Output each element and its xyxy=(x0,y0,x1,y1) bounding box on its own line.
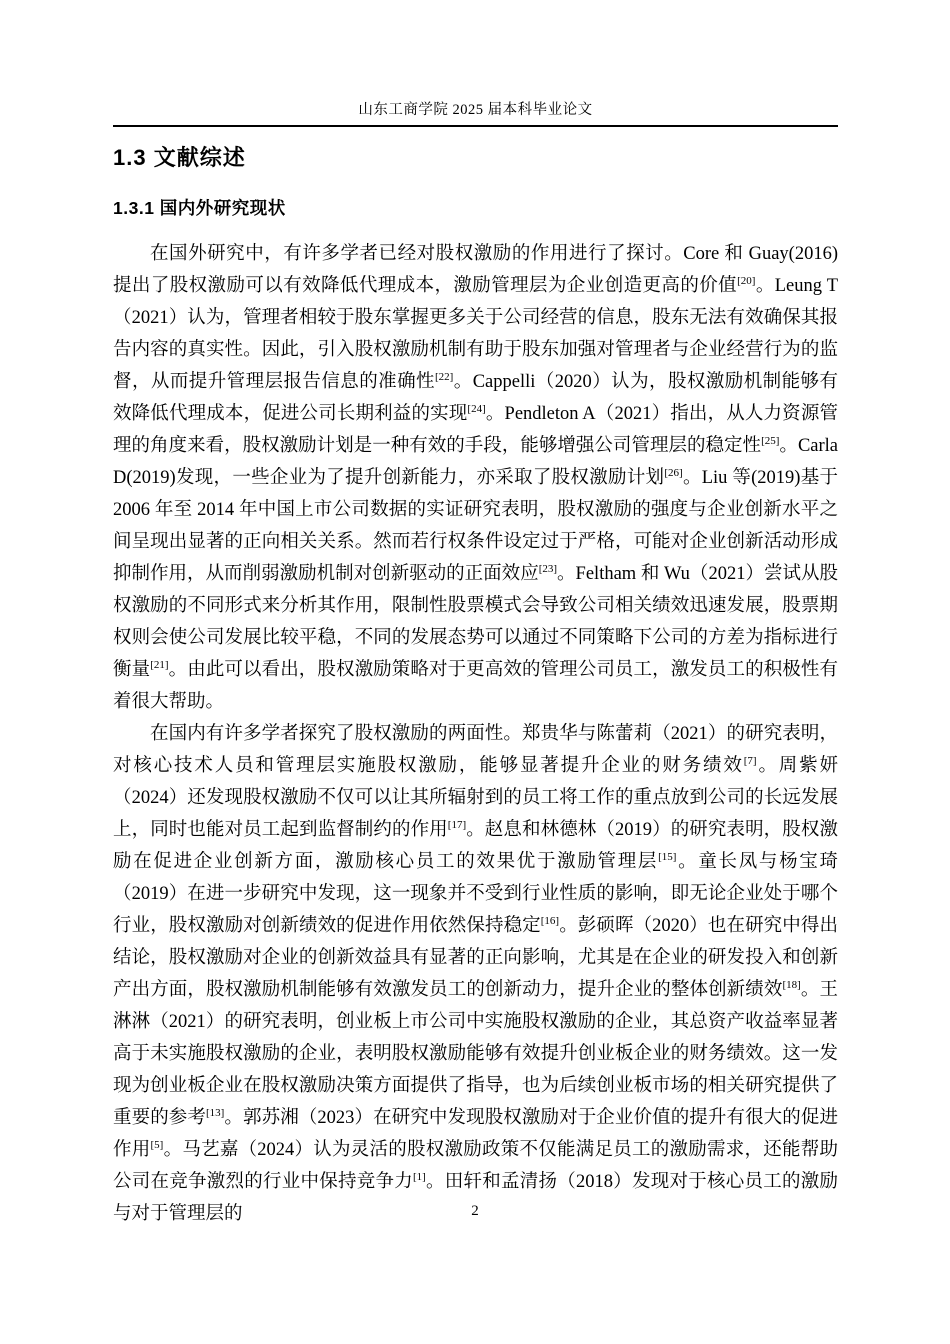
citation-reference: [20] xyxy=(737,274,756,287)
page-header xyxy=(113,100,838,127)
citation-reference: [17] xyxy=(447,818,467,831)
page-footer xyxy=(0,1203,950,1220)
citation-reference: [13] xyxy=(206,1106,225,1119)
paragraph-domestic-research: 在国内有许多学者探究了股权激励的两面性。郑贵华与陈蕾莉（2021）的研究表明，对核心技术人员和管理层实施股权激励，能够显著提升企业的财务绩效[7]。周紫妍（2024）还发现股权激励不仅可以让其所辐射到的员工将工作的重点放到公司的长远发展上，同时也能对员工起到监督制约的作用[17]。赵息和林德林（2019）的研究表明，股权激励在促进企业创新方面，激励核心员工的效果优于激励管理层[15]。童长凤与杨宝琦（2019）在进一步研究中发现，这一现象并不受到行业性质的影响，即无论企业处于哪个行业，股权激励对创新绩效的促进作用依然保持稳定[16]。彭硕晖（2020）也在研究中得出结论，股权激励对企业的创新效益具有显著的正向影响，尤其是在企业的研发投入和创新产出方面，股权激励机制能够有效激发员工的创新动力，提升企业的整体创新绩效[18]。王淋淋（2021）的研究表明，创业板上市公司中实施股权激励的企业，其总资产收益率显著高于未实施股权激励的企业，表明股权激励能够有效提升创业板企业的财务绩效。这一发现为创业板企业在股权激励决策方面提供了指导，也为后续创业板市场的相关研究提供了重要的参考[13]。郭苏湘（2023）在研究中发现股权激励对于企业价值的提升有很大的促进作用[5]。马艺嘉（2024）认为灵活的股权激励政策不仅能满足员工的激励需求，还能帮助公司在竞争激烈的行业中保持竞争力[1]。田轩和孟清扬（2018）发现对于核心员工的激励与对于管理层的 xyxy=(113,724,838,1224)
citation-reference: [15] xyxy=(658,850,677,863)
citation-reference: [25] xyxy=(761,434,780,447)
citation-reference: [22] xyxy=(435,370,454,383)
page-body xyxy=(113,143,838,1230)
citation-reference: [5] xyxy=(150,1138,164,1151)
subsection-heading: 1.3.1 国内外研究现状 xyxy=(113,198,286,218)
citation-reference: [18] xyxy=(782,978,801,991)
citation-reference: [21] xyxy=(150,658,169,671)
page-number: 2 xyxy=(471,1203,479,1219)
citation-reference: [24] xyxy=(467,402,486,415)
citation-reference: [16] xyxy=(540,914,560,927)
running-header-title: 山东工商学院 2025 届本科毕业论文 xyxy=(358,102,593,118)
paragraph-foreign-research: 在国外研究中，有许多学者已经对股权激励的作用进行了探讨。Core 和 Guay(2016)提出了股权激励可以有效降低代理成本，激励管理层为企业创造更高的价值[20]。Leung T（2021）认为，管理者相较于股东掌握更多关于公司经营的信息，股东无法有效确保其报告内容的真实性。因此，引入股权激励机制有助于股东加强对管理者与企业经营行为的监督，从而提升管理层报告信息的准确性[22]。Cappelli（2020）认为，股权激励机制能够有效降低代理成本，促进公司长期利益的实现[24]。Pendleton A（2021）指出，从人力资源管理的角度来看，股权激励计划是一种有效的手段，能够增强公司管理层的稳定性[25]。Carla D(2019)发现，一些企业为了提升创新能力，亦采取了股权激励计划[26]。Liu 等(2019)基于 2006 年至 2014 年中国上市公司数据的实证研究表明，股权激励的强度与企业创新水平之间呈现出显著的正向相关关系。然而若行权条件设定过于严格，可能对企业创新活动形成抑制作用，从而削弱激励机制对创新驱动的正面效应[23]。Feltham 和 Wu（2021）尝试从股权激励的不同形式来分析其作用，限制性股票模式会导致公司相关绩效迅速发展，股票期权则会使公司发展比较平稳，不同的发展态势可以通过不同策略下公司的方差为指标进行衡量[21]。由此可以看出，股权激励策略对于更高效的管理公司员工，激发员工的积极性有着很大帮助。 xyxy=(113,244,839,712)
citation-reference: [1] xyxy=(412,1170,426,1183)
header-divider-line xyxy=(113,125,838,127)
citation-reference: [23] xyxy=(538,562,558,575)
section-heading: 1.3 文献综述 xyxy=(113,145,246,170)
citation-reference: [26] xyxy=(664,466,683,479)
citation-reference: [7] xyxy=(743,754,757,767)
